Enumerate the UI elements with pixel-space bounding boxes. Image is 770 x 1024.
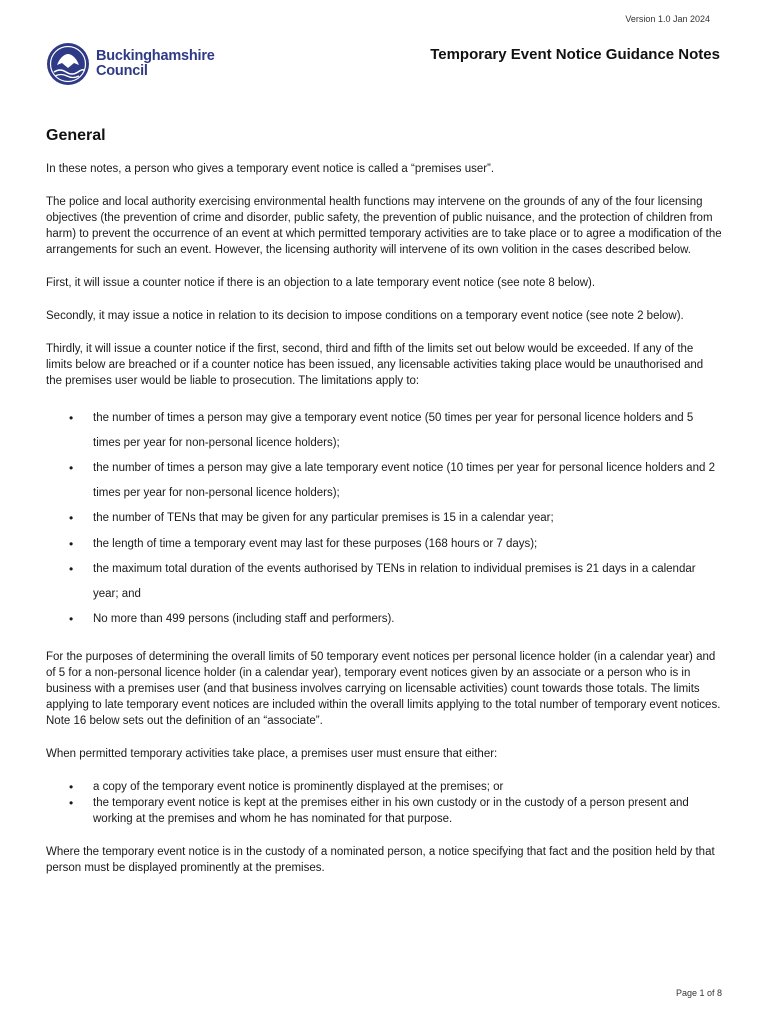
paragraph-overall-limits: For the purposes of determining the overall limits of 50 temporary event notices per personal licence holder (in a calendar year) and of 5 for a non-personal licence holder (in a calendar year), temporary event notices given by an associate or a person who is in business with a premises user (and that business involves carrying on licensable activities) count towards those totals. The limits applying to late temporary event notices are included within the overall limits applying to the total number of temporary event notices. Note 16 below sets out the definition of an “associate”.: [46, 650, 721, 727]
logo-text-line2: Council: [96, 63, 148, 79]
page-number: Page 1 of 8: [675, 988, 722, 998]
list-item: • No more than 499 persons (including staff and performers).: [46, 607, 722, 632]
list-item: • the maximum total duration of the events authorised by TENs in relation to individual premises is 21 days in a calendar year; and: [46, 557, 722, 606]
paragraph-first: First, it will issue a counter notice if there is an objection to a late temporary event notice (see note 8 below).: [46, 277, 596, 289]
list-item: • the number of times a person may give a late temporary event notice (10 times per year for personal licence holders and 2 times per year for non-personal licence holders);: [46, 456, 722, 505]
paragraph-secondly: Secondly, it may issue a notice in relation to its decision to impose conditions on a temporary event notice (see note 2 below).: [46, 310, 684, 322]
section-heading: General: [46, 127, 106, 144]
list-item: • the number of times a person may give a temporary event notice (50 times per year for personal licence holders and 5 times per year for non-personal licence holders);: [46, 406, 722, 455]
list-item: • the length of time a temporary event may last for these purposes (168 hours or 7 days);: [46, 532, 722, 557]
limits-list: [46, 406, 722, 632]
document-body: [46, 128, 722, 893]
paragraph-nominated-person: Where the temporary event notice is in the custody of a nominated person, a notice specifying that fact and the position held by that person must be displayed prominently at the premises.: [46, 845, 715, 874]
version-label: Version 1.0 Jan 2024: [625, 14, 710, 24]
council-logo-icon: [46, 42, 90, 86]
paragraph-display-requirement: When permitted temporary activities take place, a premises user must ensure that either:: [46, 747, 498, 760]
document-title: Temporary Event Notice Guidance Notes: [430, 46, 720, 63]
display-list: [46, 779, 722, 827]
paragraph-premises-user: In these notes, a person who gives a temporary event notice is called a “premises user”.: [46, 163, 495, 175]
paragraph-thirdly: Thirdly, it will issue a counter notice if the first, second, third and fifth of the limits set out below would be exceeded. If any of the limits below are breached or if a counter notice has been issued, any licensable activities taking place would be unauthorised and the premises user would be liable to prosecution. The limitations apply to:: [46, 343, 704, 387]
logo-text-line1: Buckinghamshire: [96, 48, 215, 64]
list-item: • a copy of the temporary event notice is prominently displayed at the premises; or: [46, 779, 722, 795]
list-item: • the number of TENs that may be given for any particular premises is 15 in a calendar year;: [46, 506, 722, 531]
paragraph-intervention: The police and local authority exercising environmental health functions may intervene on the grounds of any of the four licensing objectives (the prevention of crime and disorder, public safety, the prevention of public nuisance, and the protection of children from harm) to prevent the occurrence of an event at which permitted temporary activities are to take place or to agree a modification of the arrangements for such an event. However, the licensing authority will intervene of its own volition in the cases described below.: [46, 196, 722, 256]
council-logo: [46, 42, 215, 86]
list-item: • the temporary event notice is kept at the premises either in his own custody or in the custody of a person present and working at the premises and whom he has nominated for that purpose.: [46, 795, 722, 827]
